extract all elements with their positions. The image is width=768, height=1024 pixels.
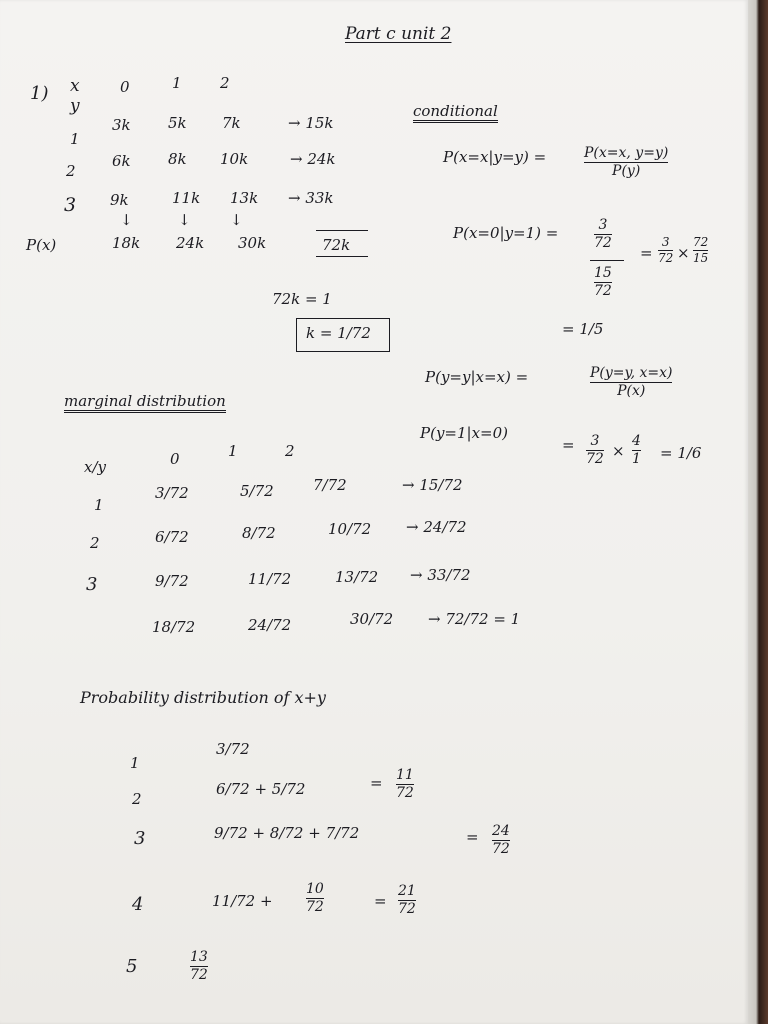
row-sum: → 33/72 (410, 566, 471, 584)
equals-sign: = (374, 892, 387, 910)
conditional-formula-fraction: P(y=y, x=x) P(x) (590, 365, 673, 399)
times-sign: × (612, 442, 625, 460)
marginal-heading: marginal distribution (64, 394, 226, 413)
fraction: 72 15 (693, 235, 709, 265)
col-header: 2 (285, 442, 295, 460)
fraction: 4 1 (632, 433, 641, 467)
table-cell: 13/72 (335, 568, 379, 586)
k-value: k = 1/72 (306, 324, 371, 342)
y-label: y (70, 96, 80, 116)
sum-value: 4 (132, 894, 144, 915)
xy-label: x/y (84, 458, 106, 476)
fraction: 13 72 (190, 949, 208, 983)
table-cell: 7k (222, 114, 241, 132)
conditional-formula-lhs: P(y=y|x=x) = (425, 368, 529, 386)
conditional-heading: conditional (413, 104, 498, 123)
total-overline (316, 230, 368, 231)
times-sign: × (677, 244, 690, 262)
question-number: 1) (30, 83, 49, 104)
column-total: 24k (176, 234, 205, 252)
table-cell: 9/72 (155, 572, 189, 590)
table-cell: 7/72 (313, 476, 347, 494)
sum-expression: 6/72 + 5/72 (216, 780, 306, 798)
equals-sign: = (466, 828, 479, 846)
conditional-result: = 1/6 (660, 444, 702, 462)
col-header: 0 (120, 78, 130, 96)
table-cell: 3/72 (155, 484, 189, 502)
fraction: 3 72 (658, 235, 674, 265)
sum-expression: 9/72 + 8/72 + 7/72 (214, 824, 360, 842)
sum-result: 21 72 (398, 883, 416, 917)
table-cell: 8k (168, 150, 187, 168)
sum-expression: 11/72 + (212, 892, 273, 910)
down-arrow: ↓ (120, 211, 133, 229)
table-cell: 10k (220, 150, 249, 168)
grand-total: 72k (322, 236, 351, 254)
conditional-example-lhs: P(y=1|x=0) (420, 424, 509, 442)
row-header: 3 (64, 194, 77, 216)
sum-value: 1 (130, 754, 140, 772)
conditional-result: = 1/5 (562, 320, 604, 338)
down-arrow: ↓ (178, 211, 191, 229)
table-cell: 5/72 (240, 482, 274, 500)
page-title: Part c unit 2 (345, 24, 452, 44)
row-header: 3 (86, 574, 98, 595)
sum-distribution-heading: Probability distribution of x+y (80, 688, 326, 707)
column-total: 30k (238, 234, 267, 252)
conditional-formula-fraction: P(x=x, y=y) P(y) (584, 145, 669, 179)
x-label: x (70, 76, 80, 96)
sum-value: 5 (126, 956, 138, 977)
equals-sign: = (370, 774, 383, 792)
equals-sign: = (640, 244, 653, 262)
col-header: 1 (228, 442, 238, 460)
row-sum: → 24/72 (406, 518, 467, 536)
fraction: 15 72 (594, 265, 612, 299)
sum-value: 2 (132, 790, 142, 808)
sum-value: 3 (134, 828, 146, 849)
down-arrow: ↓ (230, 211, 243, 229)
row-sum: → 24k (290, 150, 336, 168)
col-header: 1 (172, 74, 182, 92)
table-cell: 13k (230, 189, 259, 207)
col-header: 2 (220, 74, 230, 92)
compound-fraction-bar (590, 260, 624, 261)
table-cell: 9k (110, 191, 129, 209)
row-sum: → 15/72 (402, 476, 463, 494)
row-header: 1 (94, 496, 104, 514)
conditional-formula-lhs: P(x=x|y=y) = (443, 148, 547, 166)
sum-expression: 3/72 (216, 740, 250, 758)
normalization-equation: 72k = 1 (272, 290, 332, 308)
row-sum: → 33k (288, 189, 334, 207)
fraction: 10 72 (306, 881, 324, 915)
row-sum: → 15k (288, 114, 334, 132)
table-cell: 11/72 (248, 570, 292, 588)
table-cell: 6k (112, 152, 131, 170)
grand-total: → 72/72 = 1 (428, 610, 521, 628)
table-cell: 3k (112, 116, 131, 134)
sum-result: 24 72 (492, 823, 510, 857)
table-cell: 8/72 (242, 524, 276, 542)
table-cell: 10/72 (328, 520, 372, 538)
row-header: 2 (90, 534, 100, 552)
fraction: 3 72 (586, 433, 604, 467)
column-total: 24/72 (248, 616, 292, 634)
column-total: 18k (112, 234, 141, 252)
table-cell: 6/72 (155, 528, 189, 546)
row-header: 1 (70, 130, 80, 148)
sum-result: 11 72 (396, 767, 414, 801)
table-cell: 5k (168, 114, 187, 132)
column-total: 18/72 (152, 618, 196, 636)
total-underline (316, 256, 368, 257)
column-total: 30/72 (350, 610, 394, 628)
table-cell: 11k (172, 189, 201, 207)
equals-sign: = (562, 436, 575, 454)
row-header: 2 (66, 162, 76, 180)
px-label: P(x) (26, 236, 57, 254)
conditional-example-lhs: P(x=0|y=1) = (453, 224, 559, 242)
page-edge (748, 0, 768, 1024)
fraction: 3 72 (594, 217, 612, 251)
col-header: 0 (170, 450, 180, 468)
